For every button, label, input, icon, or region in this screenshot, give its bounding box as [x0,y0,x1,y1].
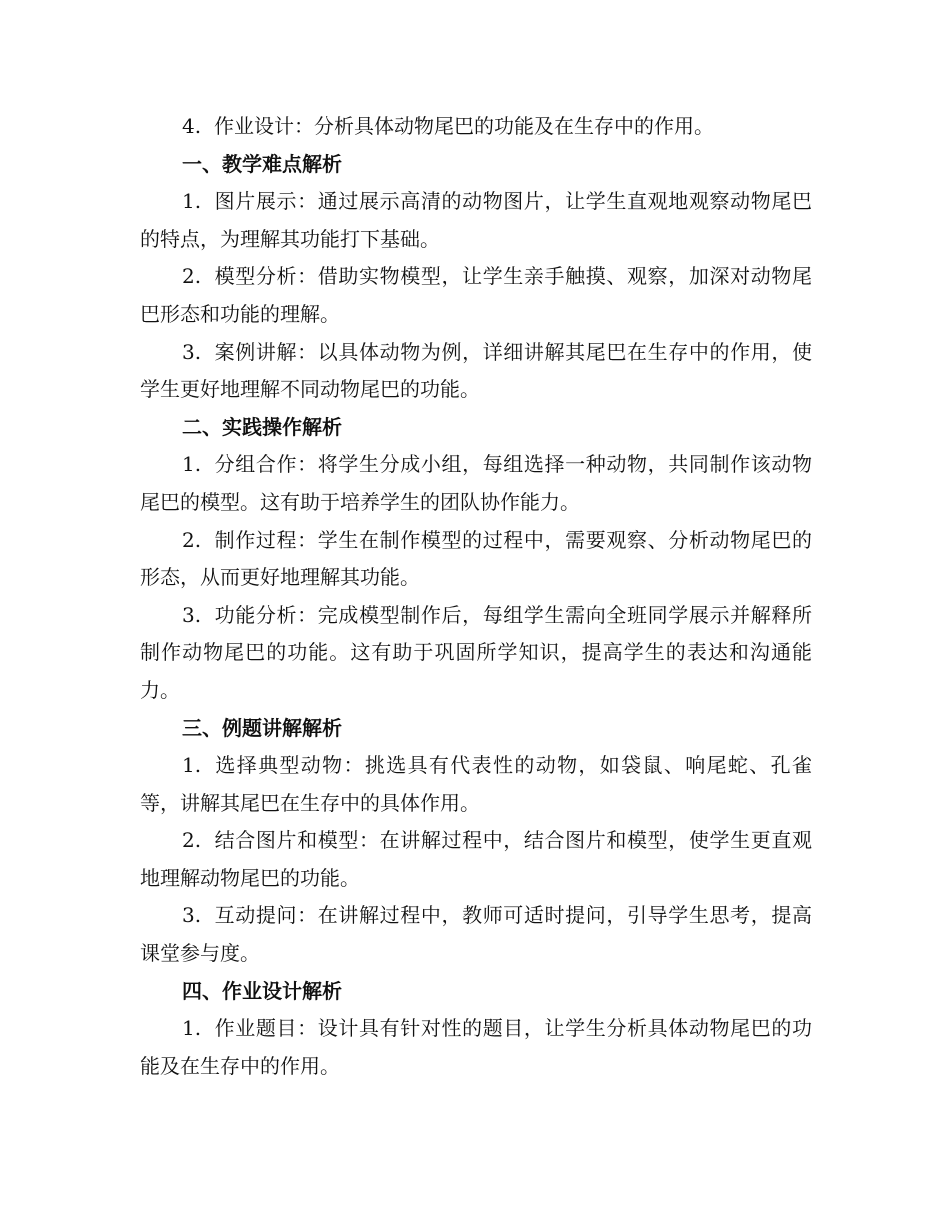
item-number: 2. [182,264,202,289]
document-page [140,108,812,1085]
paragraph-case-explanation [140,334,812,409]
paragraph-text: 分组合作：将学生分成小组，每组选择一种动物，共同制作该动物尾巴的模型。这有助于培养学生的团队协作能力。 [140,452,812,514]
item-number: 3. [182,339,202,364]
paragraph-text: 制作过程：学生在制作模型的过程中，需要观察、分析动物尾巴的形态，从而更好地理解其功能。 [140,527,812,590]
section-heading-practice-operation: 二、实践操作解析 [182,414,342,439]
paragraph-homework-questions [140,1010,812,1085]
paragraph-text: 功能分析：完成模型制作后，每组学生需向全班同学展示并解释所制作动物尾巴的功能。这有助于巩固所学知识，提高学生的表达和沟通能力。 [140,602,812,702]
paragraph-text: 图片展示：通过展示高清的动物图片，让学生直观地观察动物尾巴的特点，为理解其功能打下基础。 [140,189,812,251]
item-number: 1. [182,452,202,477]
paragraph-function-analysis [140,597,812,710]
paragraph-text: 模型分析：借助实物模型，让学生亲手触摸、观察，加深对动物尾巴形态和功能的理解。 [140,264,812,326]
paragraph-model-analysis [140,258,812,333]
paragraph-group-cooperation [140,446,812,521]
section-heading-example-explanation: 三、例题讲解解析 [182,715,342,740]
paragraph-text: 作业题目：设计具有针对性的题目，让学生分析具体动物尾巴的功能及在生存中的作用。 [140,1016,812,1078]
paragraph-text: 结合图片和模型：在讲解过程中，结合图片和模型，使学生更直观地理解动物尾巴的功能。 [140,828,812,890]
paragraph-making-process [140,522,812,597]
section-heading-homework-design: 四、作业设计解析 [182,978,342,1003]
paragraph-images-and-models [140,822,812,897]
item-number: 1. [182,753,202,778]
item-number: 2. [182,527,202,552]
paragraph-text: 选择典型动物：挑选具有代表性的动物，如袋鼠、响尾蛇、孔雀等，讲解其尾巴在生存中的具体作用。 [140,753,812,815]
paragraph-typical-animals [140,747,812,822]
paragraph-interactive-questions [140,897,812,972]
paragraph-homework-design-item-4 [140,108,812,146]
paragraph-text: 作业设计：分析具体动物尾巴的功能及在生存中的作用。 [214,114,714,138]
item-number: 1. [182,1016,202,1041]
item-number: 4. [182,114,202,138]
item-number: 3. [182,602,202,627]
paragraph-image-display [140,183,812,258]
paragraph-text: 案例讲解：以具体动物为例，详细讲解其尾巴在生存中的作用，使学生更好地理解不同动物尾巴的功能。 [140,339,812,402]
item-number: 2. [182,828,202,853]
section-heading-teaching-difficulties: 一、教学难点解析 [182,151,342,176]
item-number: 1. [182,189,202,214]
paragraph-text: 互动提问：在讲解过程中，教师可适时提问，引导学生思考，提高课堂参与度。 [140,903,812,966]
item-number: 3. [182,903,202,928]
